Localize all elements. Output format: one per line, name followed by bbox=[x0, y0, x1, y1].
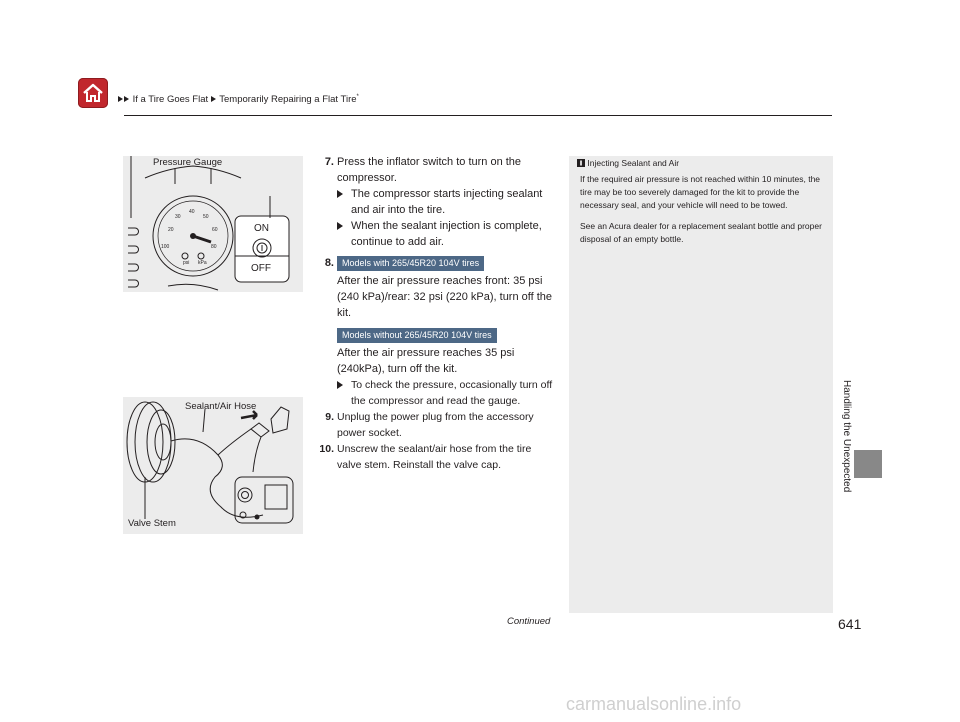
step-8-text-2: After the air pressure reaches 35 psi (240kPa), turn off the kit. bbox=[337, 347, 515, 375]
svg-text:60: 60 bbox=[212, 227, 218, 233]
svg-text:100: 100 bbox=[161, 244, 170, 250]
valve-stem-label: Valve Stem bbox=[128, 518, 176, 529]
svg-text:80: 80 bbox=[211, 244, 217, 250]
step-7-result-1 bbox=[310, 186, 556, 218]
svg-text:psi: psi bbox=[183, 260, 190, 266]
step-number: 10. bbox=[319, 443, 334, 455]
note-paragraph: See an Acura dealer for a replacement sealant bottle and proper disposal of an empty bottle. bbox=[580, 221, 822, 244]
step-number: 7. bbox=[324, 156, 334, 168]
breadcrumb bbox=[118, 94, 359, 105]
step-8-result-1 bbox=[310, 377, 556, 409]
result-text: When the sealant injection is complete, continue to add air. bbox=[351, 220, 542, 248]
off-label: OFF bbox=[251, 263, 271, 274]
model-badge: Models with 265/45R20 104V tires bbox=[337, 256, 484, 271]
breadcrumb-arrow-icon bbox=[211, 96, 216, 102]
step-text: Unscrew the sealant/air hose from the tire valve stem. Reinstall the valve cap. bbox=[337, 443, 532, 471]
result-arrow-icon bbox=[337, 381, 343, 389]
sealant-hose-illustration bbox=[123, 397, 303, 534]
note-body bbox=[580, 173, 830, 254]
footnote-asterisk: * bbox=[356, 94, 359, 100]
pressure-gauge-illustration bbox=[123, 156, 303, 292]
step-7-result-2 bbox=[310, 218, 556, 250]
note-title-text: Injecting Sealant and Air bbox=[587, 158, 680, 168]
svg-text:40: 40 bbox=[189, 209, 195, 215]
note-icon bbox=[577, 159, 585, 167]
sealant-hose-figure bbox=[123, 397, 303, 534]
result-text: To check the pressure, occasionally turn off the compressor and read the gauge. bbox=[351, 379, 553, 407]
continued-label: Continued bbox=[507, 616, 551, 627]
pressure-gauge-label: Pressure Gauge bbox=[153, 157, 223, 168]
home-icon bbox=[78, 78, 108, 108]
step-8 bbox=[310, 255, 556, 271]
step-text: Unplug the power plug from the accessory power socket. bbox=[337, 411, 534, 439]
breadcrumb-arrow-icon bbox=[118, 96, 123, 102]
result-arrow-icon bbox=[337, 190, 343, 198]
watermark: carmanualsonline.info bbox=[566, 694, 742, 714]
section-tab[interactable] bbox=[854, 450, 882, 478]
step-8-badge-2-row bbox=[310, 327, 556, 343]
step-10 bbox=[310, 441, 556, 473]
on-label: ON bbox=[254, 223, 269, 234]
header-rule bbox=[124, 115, 832, 116]
svg-text:kPa: kPa bbox=[198, 260, 207, 266]
sealant-hose-label: Sealant/Air Hose bbox=[185, 401, 257, 412]
home-button[interactable] bbox=[78, 78, 108, 108]
model-badge: Models without 265/45R20 104V tires bbox=[337, 328, 497, 343]
svg-text:50: 50 bbox=[203, 214, 209, 220]
pressure-gauge-figure bbox=[123, 156, 303, 292]
result-text: The compressor starts injecting sealant and air into the tire. bbox=[351, 188, 543, 216]
section-label-text: Handling the Unexpected bbox=[841, 380, 852, 493]
instruction-steps bbox=[310, 154, 556, 473]
breadcrumb-arrow-icon bbox=[124, 96, 129, 102]
step-8-text-1: After the air pressure reaches front: 35 psi (240 kPa)/rear: 32 psi (220 kPa), turn off the kit. bbox=[337, 275, 553, 319]
result-arrow-icon bbox=[337, 222, 343, 230]
step-text: Press the inflator switch to turn on the compressor. bbox=[337, 156, 522, 184]
svg-text:30: 30 bbox=[175, 214, 181, 220]
note-title bbox=[577, 158, 679, 168]
step-number: 8. bbox=[324, 257, 334, 269]
step-9 bbox=[310, 409, 556, 441]
step-7 bbox=[310, 154, 556, 186]
svg-text:20: 20 bbox=[168, 227, 174, 233]
page-number: 641 bbox=[838, 616, 862, 632]
breadcrumb-item[interactable]: If a Tire Goes Flat bbox=[132, 94, 209, 106]
step-number: 9. bbox=[325, 411, 334, 423]
note-paragraph: If the required air pressure is not reached within 10 minutes, the tire may be too severely damaged for the kit to provide the necessary seal, and your vehicle will need to be towed. bbox=[580, 174, 821, 210]
breadcrumb-item[interactable]: Temporarily Repairing a Flat Tire bbox=[219, 94, 357, 106]
